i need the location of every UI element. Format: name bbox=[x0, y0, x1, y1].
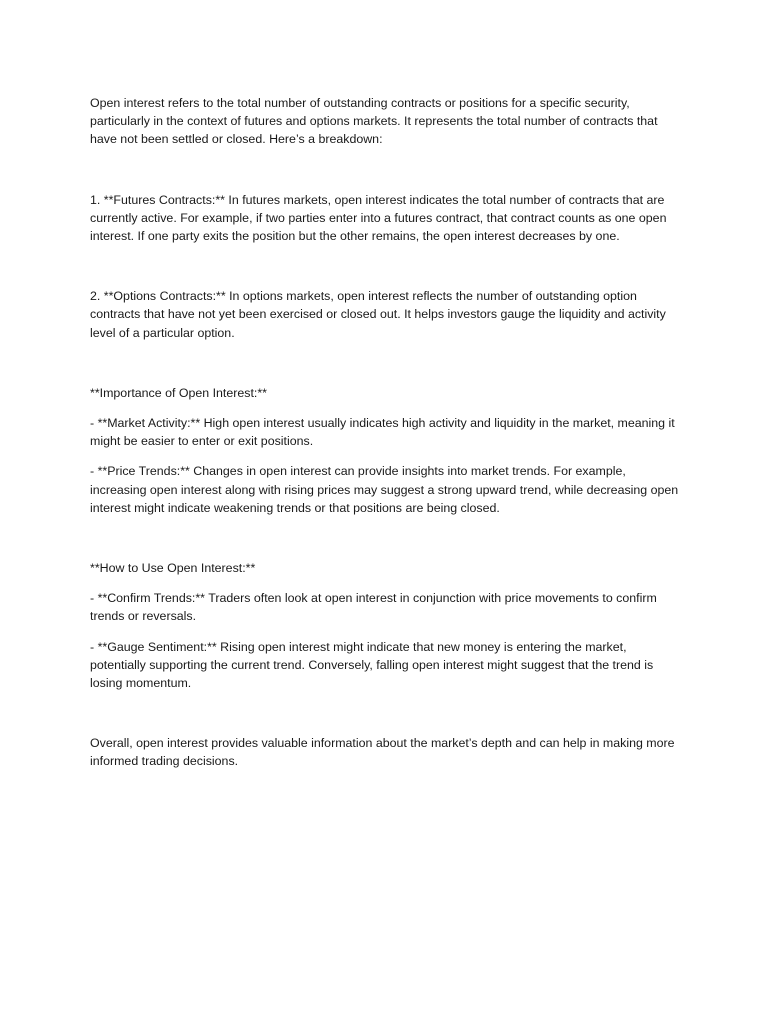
futures-contracts-paragraph: 1. **Futures Contracts:** In futures markets, open interest indicates the total number of contracts that are currently active. For example, if two parties enter into a futures contract, that contract counts as one open interest. If one party exits the position but the other remains, the open interest decreases by one. bbox=[90, 192, 667, 244]
market-activity-bullet: - **Market Activity:** High open interest usually indicates high activity and liquidity in the market, meaning it might be easier to enter or exit positions. bbox=[90, 416, 675, 449]
price-trends-bullet: - **Price Trends:** Changes in open interest can provide insights into market trends. For example, increasing open interest along with rising prices may suggest a strong upward trend, while decreasing open interest might indicate weakening trends or that positions are being closed. bbox=[90, 464, 679, 515]
intro-paragraph: Open interest refers to the total number of outstanding contracts or positions for a specific security, particularly in the context of futures and options markets. It represents the total number of contracts that have not been settled or closed. Here’s a breakdown: bbox=[90, 96, 658, 147]
how-to-use-heading: **How to Use Open Interest:** bbox=[90, 561, 256, 576]
options-contracts-paragraph: 2. **Options Contracts:** In options markets, open interest reflects the number of outstanding option contracts that have not yet been exercised or closed out. It helps investors gauge the liquidity and activity level of a particular option. bbox=[90, 289, 666, 340]
conclusion-paragraph: Overall, open interest provides valuable information about the market’s depth and can help in making more informed trading decisions. bbox=[90, 736, 675, 769]
importance-heading: **Importance of Open Interest:** bbox=[90, 385, 268, 400]
document-page bbox=[90, 94, 680, 771]
gauge-sentiment-bullet: - **Gauge Sentiment:** Rising open interest might indicate that new money is entering the market, potentially supporting the current trend. Conversely, falling open interest might suggest that the trend is losing momentum. bbox=[90, 639, 654, 691]
confirm-trends-bullet: - **Confirm Trends:** Traders often look at open interest in conjunction with price movements to confirm trends or reversals. bbox=[90, 591, 657, 624]
